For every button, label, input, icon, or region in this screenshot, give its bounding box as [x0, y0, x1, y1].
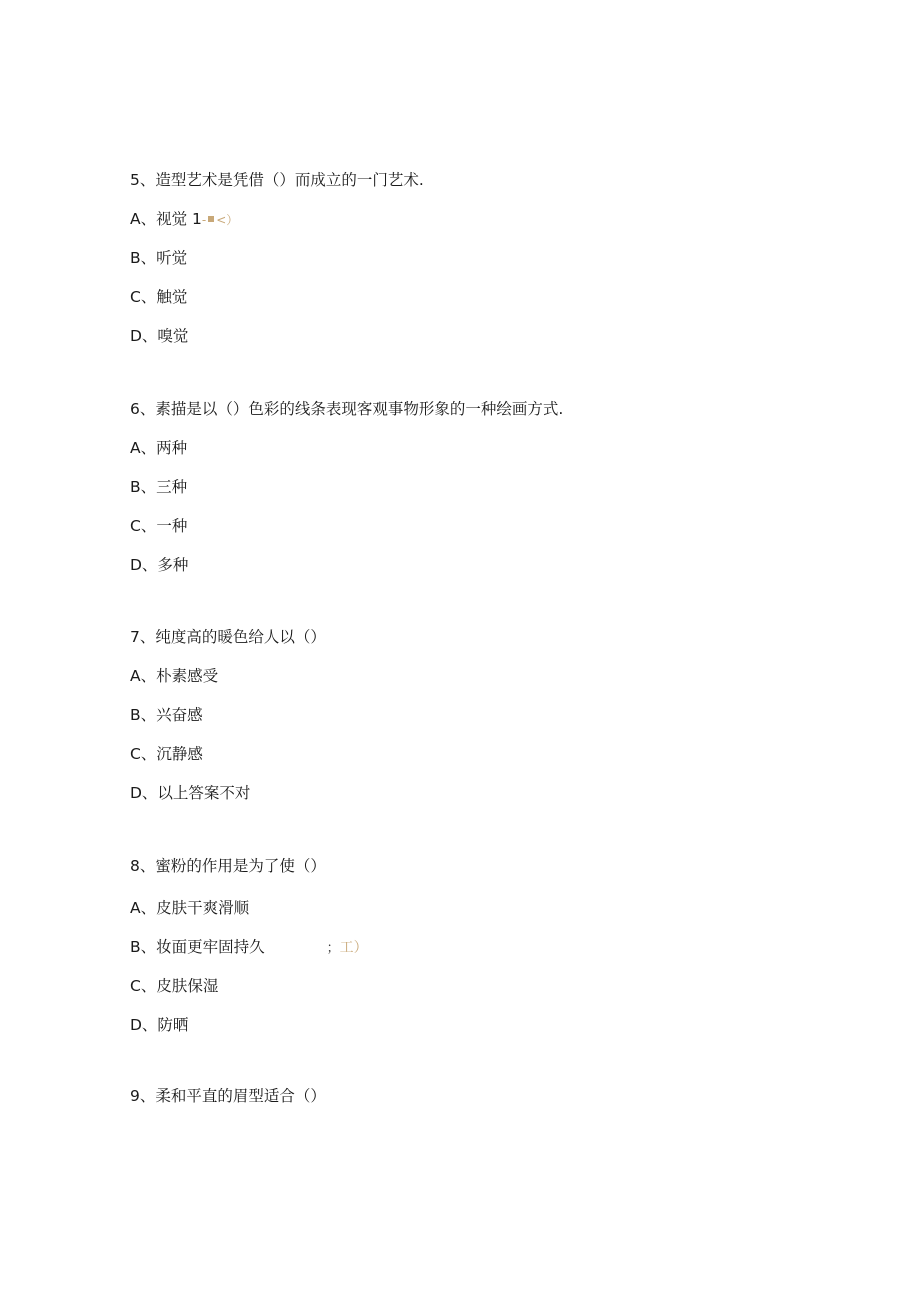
question-6-option-b: B、三种 — [130, 478, 188, 496]
stray-square-mark — [208, 216, 214, 222]
stray-mark: - — [201, 213, 207, 227]
question-7-option-a: A、朴素感受 — [130, 667, 219, 685]
option-text: A、视觉 1 — [130, 210, 202, 228]
question-6-option-d: D、多种 — [130, 556, 189, 574]
question-6-option-c: C、一种 — [130, 517, 188, 535]
question-9-stem: 9、柔和平直的眉型适合（） — [130, 1087, 326, 1105]
question-5-option-d: D、嗅觉 — [130, 327, 189, 345]
question-8-option-c: C、皮肤保湿 — [130, 977, 219, 995]
question-6-option-a: A、两种 — [130, 439, 188, 457]
option-text: B、妆面更牢固持久 — [130, 938, 265, 956]
question-8-stem: 8、蜜粉的作用是为了使（） — [130, 857, 326, 875]
question-8-option-b — [130, 937, 368, 959]
question-5-option-b: B、听觉 — [130, 249, 188, 267]
question-8-option-a: A、皮肤干爽滑顺 — [130, 899, 250, 917]
question-5-option-a — [130, 209, 238, 230]
question-6-stem: 6、素描是以（）色彩的线条表现客观事物形象的一种绘画方式. — [130, 400, 564, 418]
question-7-option-d: D、以上答案不对 — [130, 784, 251, 802]
stray-mark: 工） — [339, 940, 368, 956]
question-5-stem: 5、造型艺术是凭借（）而成立的一门艺术. — [130, 171, 424, 189]
question-7-option-b: B、兴奋感 — [130, 706, 203, 724]
question-7-stem: 7、纯度高的暖色给人以（） — [130, 628, 326, 646]
stray-mark: ； — [326, 941, 340, 956]
question-8-option-d: D、防晒 — [130, 1016, 189, 1034]
question-7-option-c: C、沉静感 — [130, 745, 203, 763]
question-5-option-c: C、触觉 — [130, 288, 188, 306]
stray-mark: <） — [216, 213, 239, 227]
